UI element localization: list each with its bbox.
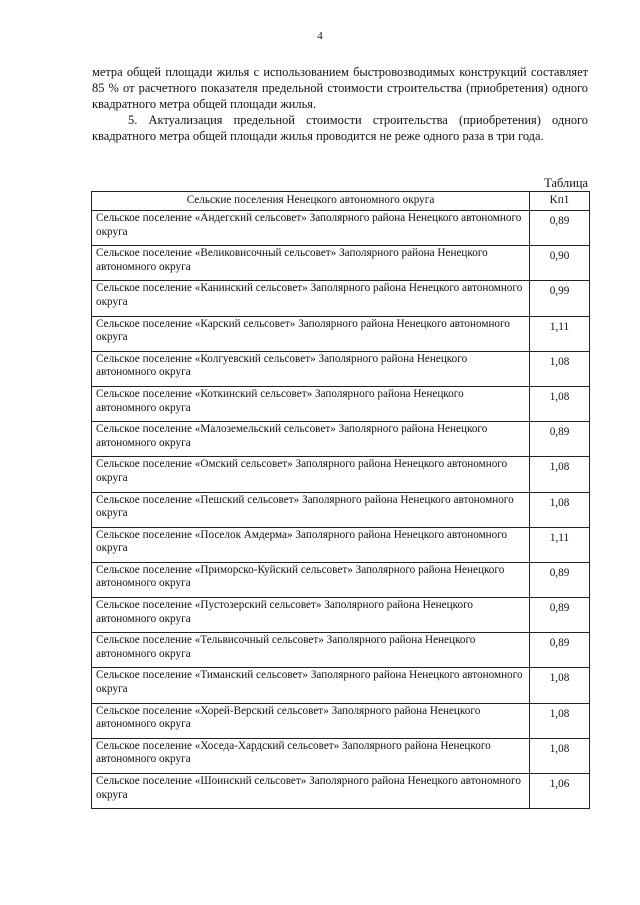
settlement-name-cell: Сельское поселение «Тельвисочный сельсовет» Заполярного района Ненецкого автономного округа [92,633,530,668]
table-body [92,211,590,809]
settlement-name-cell: Сельское поселение «Пешский сельсовет» Заполярного района Ненецкого автономного округа [92,492,530,527]
paragraph-1: метра общей площади жилья с использованием быстровозводимых конструкций составляет 85 % от расчетного показателя предельной стоимости строительства (приобретения) одного квадратного метра общей площади жилья. [92,65,588,111]
table-row [92,492,590,527]
table-row [92,633,590,668]
coefficient-value-cell: 0,89 [530,598,590,633]
table-row [92,703,590,738]
header-settlement: Сельские поселения Ненецкого автономного округа [92,192,530,211]
table-row [92,281,590,316]
coefficient-table [91,191,590,809]
settlement-name-cell: Сельское поселение «Коткинский сельсовет» Заполярного района Ненецкого автономного округа [92,386,530,421]
settlement-name-cell: Сельское поселение «Великовисочный сельсовет» Заполярного района Ненецкого автономного округа [92,246,530,281]
table-row [92,246,590,281]
table-row [92,668,590,703]
coefficient-value-cell: 1,11 [530,527,590,562]
header-coefficient: Kп1 [530,192,590,211]
settlement-name-cell: Сельское поселение «Малоземельский сельсовет» Заполярного района Ненецкого автономного округа [92,422,530,457]
table-header-row [92,192,590,211]
paragraph-2: 5. Актуализация предельной стоимости строительства (приобретения) одного квадратного метра общей площади жилья проводится не реже одного раза в три года. [92,113,588,143]
coefficient-value-cell: 1,08 [530,351,590,386]
settlement-name-cell: Сельское поселение «Поселок Амдерма» Заполярного района Ненецкого автономного округа [92,527,530,562]
coefficient-value-cell: 0,99 [530,281,590,316]
settlement-name-cell: Сельское поселение «Карский сельсовет» Заполярного района Ненецкого автономного округа [92,316,530,351]
coefficient-value-cell: 1,08 [530,703,590,738]
coefficient-value-cell: 1,08 [530,668,590,703]
coefficient-value-cell: 0,89 [530,422,590,457]
settlement-name-cell: Сельское поселение «Пустозерский сельсовет» Заполярного района Ненецкого автономного округа [92,598,530,633]
coefficient-table-container [91,191,589,809]
table-row [92,774,590,809]
table-row [92,527,590,562]
coefficient-value-cell: 1,08 [530,386,590,421]
settlement-name-cell: Сельское поселение «Канинский сельсовет» Заполярного района Ненецкого автономного округа [92,281,530,316]
settlement-name-cell: Сельское поселение «Тиманский сельсовет» Заполярного района Ненецкого автономного округа [92,668,530,703]
table-row [92,562,590,597]
coefficient-value-cell: 1,08 [530,738,590,773]
coefficient-value-cell: 0,89 [530,562,590,597]
settlement-name-cell: Сельское поселение «Шоинский сельсовет» Заполярного района Ненецкого автономного округа [92,774,530,809]
table-row [92,351,590,386]
table-row [92,211,590,246]
coefficient-value-cell: 1,08 [530,457,590,492]
coefficient-value-cell: 0,90 [530,246,590,281]
coefficient-value-cell: 0,89 [530,211,590,246]
table-row [92,316,590,351]
settlement-name-cell: Сельское поселение «Приморско-Куйский сельсовет» Заполярного района Ненецкого автономного округа [92,562,530,597]
table-row [92,457,590,492]
table-row [92,738,590,773]
table-row [92,598,590,633]
coefficient-value-cell: 1,06 [530,774,590,809]
coefficient-value-cell: 1,08 [530,492,590,527]
coefficient-value-cell: 0,89 [530,633,590,668]
page-number: 4 [317,30,323,42]
table-row [92,386,590,421]
table-caption: Таблица [544,176,588,190]
settlement-name-cell: Сельское поселение «Хорей-Верский сельсовет» Заполярного района Ненецкого автономного округа [92,703,530,738]
table-row [92,422,590,457]
settlement-name-cell: Сельское поселение «Андегский сельсовет» Заполярного района Ненецкого автономного округа [92,211,530,246]
settlement-name-cell: Сельское поселение «Колгуевский сельсовет» Заполярного района Ненецкого автономного округа [92,351,530,386]
coefficient-value-cell: 1,11 [530,316,590,351]
settlement-name-cell: Сельское поселение «Омский сельсовет» Заполярного района Ненецкого автономного округа [92,457,530,492]
settlement-name-cell: Сельское поселение «Хоседа-Хардский сельсовет» Заполярного района Ненецкого автономного округа [92,738,530,773]
